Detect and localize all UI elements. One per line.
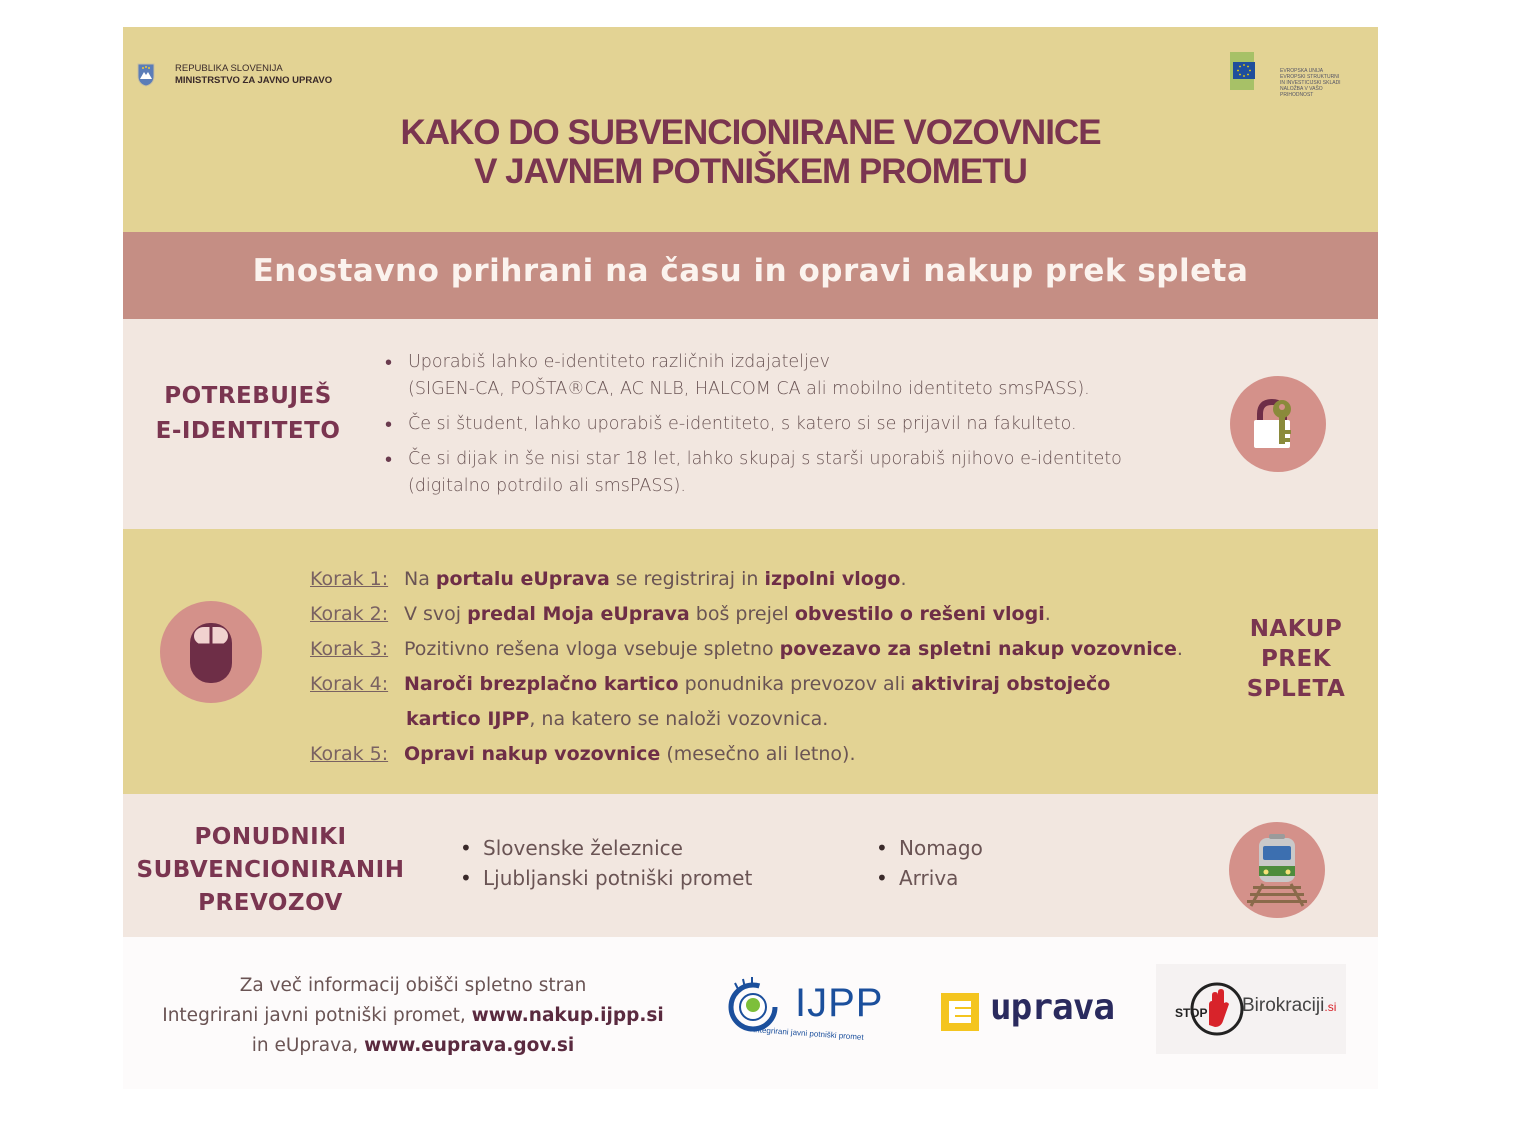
subtitle: Enostavno prihrani na času in opravi nakup prek spleta — [252, 253, 1249, 289]
ministry-name — [175, 63, 332, 87]
step-body — [404, 562, 907, 597]
step-key: Korak 3: — [310, 638, 389, 660]
step-bold: Naroči brezplačno kartico — [404, 673, 679, 695]
title-line1: KAKO DO SUBVENCIONIRANE VOZOVNICE — [400, 113, 1101, 152]
euprava-logo — [941, 987, 1141, 1033]
list-item — [385, 349, 1245, 403]
stop-hand-icon — [1189, 981, 1245, 1037]
steps-label — [1226, 614, 1366, 704]
train-icon — [1229, 822, 1325, 918]
step-text: Pozitivno rešena vloga vsebuje spletno — [404, 638, 780, 660]
footer-line3-text: in eUprava, — [251, 1035, 365, 1056]
step-text: . — [1176, 638, 1183, 660]
step-bold: obvestilo o rešeni vlogi — [794, 603, 1045, 625]
page-title — [123, 113, 1378, 191]
header-band — [123, 27, 1378, 232]
step-text: . — [1044, 603, 1051, 625]
stop-text: STOP — [1175, 1006, 1208, 1020]
poster — [123, 27, 1378, 1089]
step-text: V svoj — [404, 603, 468, 625]
step-row-2 — [310, 597, 1230, 632]
footer-line2-text: Integrirani javni potniški promet, — [162, 1005, 472, 1026]
slovenia-crest-icon — [137, 63, 155, 87]
eid-bullet-3-line1: • Če si dijak in še nisi star 18 let, lahko skupaj s starši uporabiš njihovo e-identiteto — [408, 449, 1122, 469]
eu-text: EVROPSKA UNIJA EVROPSKI STRUKTURNI IN INVESTICIJSKI SKLADI NALOŽBA V VAŠO PRIHODNOST — [1280, 68, 1341, 98]
step-row-4 — [310, 667, 1230, 702]
step-bold: aktiviraj obstoječo — [911, 673, 1111, 695]
step-bold: Opravi nakup vozovnice — [404, 743, 661, 765]
list-item: • Slovenske železnice — [460, 833, 820, 863]
step-row-5 — [310, 737, 1230, 772]
step-text: , na katero se naloži vozovnica. — [529, 708, 829, 730]
step-key: Korak 5: — [310, 743, 389, 765]
list-item: • Nomago — [876, 833, 1076, 863]
step-text: Na — [404, 568, 436, 590]
step-row-1 — [310, 562, 1230, 597]
steps-list — [310, 562, 1230, 772]
padlock-key-icon — [1230, 376, 1326, 472]
list-item: • Ljubljanski potniški promet — [460, 863, 820, 893]
providers-list-2 — [876, 833, 1076, 893]
step-text: . — [900, 568, 907, 590]
euprava-link[interactable]: www.euprava.gov.si — [364, 1035, 575, 1056]
step-body — [406, 702, 828, 737]
list-item — [385, 446, 1245, 500]
step-row-4-continued — [310, 702, 1230, 737]
step-text: ponudnika prevozov ali — [678, 673, 912, 695]
eid-label-line2: E-IDENTITETO — [155, 418, 341, 444]
eid-label — [143, 379, 353, 449]
eid-bullet-1-line1: • Uporabiš lahko e-identiteto različnih izdajateljev — [408, 352, 831, 372]
title-line2: V JAVNEM POTNIŠKEM PROMETU — [474, 152, 1027, 191]
step-body — [404, 737, 855, 772]
footer-line2 — [153, 1001, 673, 1031]
mouse-icon — [160, 601, 262, 703]
footer-line3 — [153, 1031, 673, 1061]
step-text: se registriraj in — [609, 568, 765, 590]
euprava-e-icon — [941, 993, 979, 1031]
providers-label — [133, 821, 408, 920]
step-bold: predal Moja eUprava — [467, 603, 690, 625]
providers-label-line3: PREVOZOV — [198, 890, 343, 916]
ijpp-logo-text: IJPP — [795, 981, 884, 1025]
step-bold: povezavo za spletni nakup vozovnice — [779, 638, 1177, 660]
step-body — [404, 597, 1051, 632]
step-key: Korak 2: — [310, 603, 389, 625]
list-item — [385, 411, 1245, 438]
ministry-line1: REPUBLIKA SLOVENIJA — [175, 63, 283, 74]
step-body — [404, 632, 1183, 667]
steps-label-line3: SPLETA — [1246, 676, 1346, 702]
ijpp-logo — [725, 977, 890, 1049]
eid-label-line1: POTREBUJEŠ — [164, 383, 332, 409]
step-bold: kartico IJPP — [406, 708, 530, 730]
step-key: Korak 4: — [310, 673, 389, 695]
step-body — [404, 667, 1110, 702]
steps-label-line2: PREK — [1260, 646, 1332, 672]
birokraciji-wordmark — [1242, 995, 1336, 1017]
eid-bullet-3-line2: (digitalno potrdilo ali smsPASS). — [408, 476, 686, 496]
birokraciji-text: Birokraciji — [1242, 995, 1325, 1016]
step-key: Korak 1: — [310, 568, 389, 590]
eid-bullet-2-line1: • Če si študent, lahko uporabiš e-identiteto, s katero si se prijavil na fakulteto. — [408, 414, 1077, 434]
uprava-logo-text: uprava — [990, 987, 1115, 1028]
ijpp-link[interactable]: www.nakup.ijpp.si — [471, 1005, 664, 1026]
providers-label-line1: PONUDNIKI — [194, 824, 347, 850]
eid-bullet-list — [385, 349, 1245, 508]
stop-birokraciji-logo — [1156, 964, 1346, 1054]
ijpp-tagline: Integrirani javni potniški promet — [752, 1025, 864, 1042]
ministry-line2: MINISTRSTVO ZA JAVNO UPRAVO — [175, 75, 333, 86]
step-text: boš prejel — [689, 603, 795, 625]
step-bold: izpolni vlogo — [764, 568, 901, 590]
footer-info — [153, 971, 673, 1061]
step-bold: portalu eUprava — [435, 568, 610, 590]
providers-label-line2: SUBVENCIONIRANIH — [136, 857, 405, 883]
step-row-3 — [310, 632, 1230, 667]
providers-list-1 — [460, 833, 820, 893]
list-item: • Arriva — [876, 863, 1076, 893]
footer-line1: Za več informacij obišči spletno stran — [239, 975, 587, 996]
steps-label-line1: NAKUP — [1249, 616, 1343, 642]
birokraciji-suffix: .si — [1324, 1000, 1337, 1014]
eid-bullet-1-line2: (SIGEN-CA, POŠTA®CA, AC NLB, HALCOM CA ali mobilno identiteto smsPASS). — [408, 379, 1090, 399]
step-text: (mesečno ali letno). — [660, 743, 856, 765]
